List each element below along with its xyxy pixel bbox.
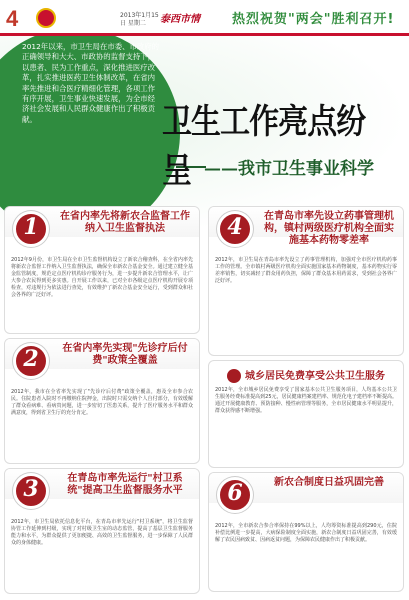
hero-subtitle: ——我市卫生事业科学 (204, 159, 374, 179)
section-card-6 (208, 472, 404, 592)
section-card-3 (4, 468, 200, 594)
page-number: 4 (6, 6, 19, 31)
section-title: 在省内率先实现"先诊疗后付费"政策全覆盖 (62, 343, 188, 366)
section-title: 在青岛市率先运行"村卫系统"提高卫生监督服务水平 (67, 473, 183, 496)
section-body: 2012年，全市城乡居民免费享受了国家基本公共卫生服务项目，人均基本公共卫生服务经费标准提高到25元，居民健康档案建档率、规范化电子建档率不断提高。通过开展健康教育、预防接种、慢性病管理等服务，全市居民健康水平明显提升，群众获得感不断增强。 (215, 387, 397, 414)
section-title: 在青岛市率先设立药事管理机构，镇村两级医疗机构全面实施基本药物零差率 (264, 211, 394, 246)
section-body: 2012年，全市新农合参合率保持在99%以上，人均筹资标准提高到290元，住院补偿比例进一步提高，大病保险制度全面实施，新农合制度日益巩固完善，有效缓解了农民因病致贫、因病返贫问题，为保障农民健康作出了积极贡献。 (215, 523, 397, 543)
hero-lead-text: 2012年以来，市卫生局在市委、市政府的正确领导和大大、市政协的监督支持下，以患者、民为工作重点，深化推进医疗改革，扎实推进医药卫生体制改革，在省内率先推进和合医疗精细化管理，各项工作有序开展，卫生事业快速发展，为全市经济社会发展和人民群众健康作出了积极贡献。 (22, 42, 160, 124)
left-column (4, 206, 200, 594)
issue-date: 2013年1月15日 星期二 (120, 12, 159, 27)
section-number-badge: 6 (217, 477, 253, 513)
section-number-badge: 4 (217, 211, 253, 247)
section-card-2 (4, 338, 200, 464)
section-name: 泰西市情 (160, 14, 200, 25)
section-body: 2012年，市卫生局依托信息化平台，在青岛市率先运行"村卫系统"，将卫生监督协管工作延伸到村级，实现了对村级卫生室的动态监管，提高了基层卫生监督服务能力和水平，为群众提供了更加便捷、高效的卫生监督服务，进一步保障了人民群众的身体健康。 (11, 519, 193, 546)
section-title: 城乡居民免费享受公共卫生服务 (215, 369, 397, 383)
header-banner: 热烈祝贺"两会"胜利召开! (232, 12, 395, 27)
section-body: 2012年9月份，市卫生局在全市卫生监督机构设立了新农合稽查科，在全省内率先将新农合监督工作纳入卫生监督执法，确保全市新农合基金安全。通过建立健全基金监管制度，规范定点医疗机构诊疗服务行为，进一步提升新农合管理水平，让广大参合农民得到更多实惠。自开展工作以来，已对全市各级定点医疗机构开展专项检查，对违规行为依法进行查处，有效维护了新农合基金安全运行，受到群众和社会各界的广泛好评。 (11, 257, 193, 298)
section-card-1 (4, 206, 200, 334)
section-title: 新农合制度日益巩固完善 (274, 477, 384, 488)
section-card-5 (208, 360, 404, 468)
hero-title: 卫生工作亮点纷呈 (162, 102, 366, 191)
section-card-4 (208, 206, 404, 356)
section-body: 2012年，市卫生局在青岛市率先设立了药事管理机构，加强对全市医疗机构药事工作的管理。全市镇村两级医疗机构全面实施国家基本药物制度，基本药物实行零差率销售，切实减轻了群众用药负担，保障了群众基本用药需求，受到社会各界广泛好评。 (215, 257, 397, 284)
section-body: 2012年，我市在全省率先实现了"先诊疗后付费"政策全覆盖，惠及全市参合农民。住院患者入院时不再缴纳住院押金，出院时只需交纳个人自付部分，有效缓解了群众看病难、看病贵问题，进一步密切了医患关系，提升了医疗服务水平和群众满意度，得到省卫生厅的充分肯定。 (11, 389, 193, 416)
section-number-badge: 3 (13, 473, 49, 509)
section-number-badge (227, 369, 241, 383)
emblem-icon (36, 8, 56, 28)
section-title: 在省内率先将新农合监督工作纳入卫生监督执法 (60, 211, 190, 234)
right-column (208, 206, 404, 592)
section-number-badge: 1 (13, 211, 49, 247)
section-number-badge: 2 (13, 343, 49, 379)
